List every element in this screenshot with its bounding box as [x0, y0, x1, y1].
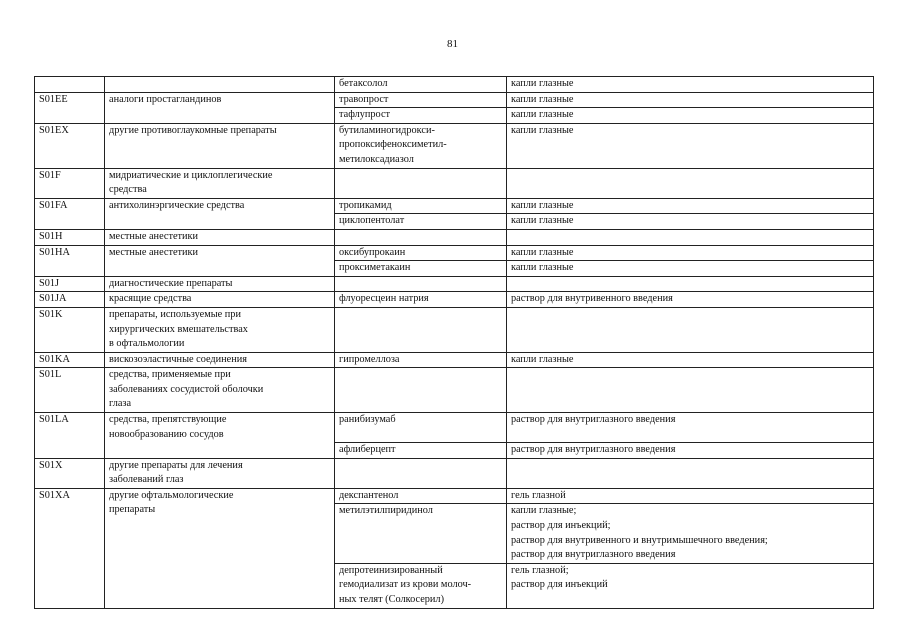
dosage-form-cell: раствор для внутривенного введения [507, 292, 874, 308]
group-name-cell [105, 368, 335, 413]
drug-name-line: депротеинизированный [339, 564, 443, 576]
drug-name-cell [335, 276, 507, 292]
table-row [35, 368, 874, 413]
table-row [35, 307, 874, 352]
group-name-cell: красящие средства [105, 292, 335, 308]
group-name-line: заболеваний глаз [109, 474, 184, 486]
atc-code-cell: S01EE [35, 92, 105, 123]
atc-code-cell: S01K [35, 307, 105, 352]
table-row [35, 276, 874, 292]
drug-name-cell: ранибизумаб [335, 413, 507, 443]
table-row [35, 198, 874, 214]
table-row [35, 245, 874, 261]
dosage-form-cell [507, 229, 874, 245]
dosage-form-line: раствор для внутривенного и внутримышечного введения; [511, 534, 768, 546]
drug-name-cell [335, 563, 507, 608]
dosage-form-cell: капли глазные [507, 198, 874, 214]
atc-code-cell: S01X [35, 458, 105, 488]
table-row [35, 229, 874, 245]
drug-name-cell: гипромеллоза [335, 352, 507, 368]
atc-code-cell: S01LA [35, 413, 105, 459]
dosage-form-line: гель глазной; [511, 564, 569, 576]
atc-code-cell: S01F [35, 168, 105, 198]
group-name-cell: местные анестетики [105, 245, 335, 276]
dosage-form-line: капли глазные; [511, 505, 577, 517]
group-name-line: другие препараты для лечения [109, 459, 243, 471]
atc-code-cell: S01EX [35, 123, 105, 168]
atc-code-cell: S01HA [35, 245, 105, 276]
dosage-form-cell [507, 458, 874, 488]
dosage-form-cell [507, 504, 874, 563]
drug-name-cell: бетаксолол [335, 77, 507, 93]
group-name-line: хирургических вмешательствах [109, 323, 248, 335]
atc-drug-table [34, 76, 874, 609]
drug-name-line: ных телят (Солкосерил) [339, 594, 444, 605]
group-name-line: средства, препятствующие [109, 414, 227, 426]
atc-code-cell: S01XA [35, 488, 105, 608]
drug-name-cell: тафлупрост [335, 108, 507, 124]
dosage-form-line: раствор для внутриглазного введения [511, 549, 676, 561]
drug-name-cell: метилэтилпиридинол [335, 504, 507, 563]
group-name-line: препараты [109, 504, 156, 516]
group-name-cell: местные анестетики [105, 229, 335, 245]
dosage-form-cell: капли глазные [507, 123, 874, 168]
drug-name-cell [335, 168, 507, 198]
group-name-cell [105, 488, 335, 608]
atc-code-cell: S01L [35, 368, 105, 413]
group-name-line: в офтальмологии [109, 338, 185, 350]
dosage-form-line: раствор для инъекций [511, 579, 608, 591]
drug-name-cell: оксибупрокаин [335, 245, 507, 261]
table-row [35, 92, 874, 108]
page-number: 81 [447, 38, 458, 50]
drug-name-line: бутиламиногидрокси- [339, 124, 435, 136]
table-row [35, 352, 874, 368]
drug-name-cell [335, 368, 507, 413]
dosage-form-cell [507, 563, 874, 608]
dosage-form-cell: гель глазной [507, 488, 874, 504]
dosage-form-cell: капли глазные [507, 352, 874, 368]
atc-code-cell: S01FA [35, 198, 105, 229]
group-name-line: препараты, используемые при [109, 308, 241, 320]
group-name-line: заболеваниях сосудистой оболочки [109, 383, 264, 395]
dosage-form-cell: капли глазные [507, 108, 874, 124]
group-name-line: мидриатические и циклоплегические [109, 169, 273, 181]
drug-name-cell: афлиберцепт [335, 443, 507, 459]
atc-code-cell [35, 77, 105, 93]
table-row [35, 458, 874, 488]
atc-code-cell: S01J [35, 276, 105, 292]
dosage-form-cell: раствор для внутриглазного введения [507, 443, 874, 459]
group-name-cell: вискозоэластичные соединения [105, 352, 335, 368]
table-row [35, 168, 874, 198]
table-row [35, 488, 874, 504]
drug-name-line: гемодиализат из крови молоч- [339, 579, 472, 591]
dosage-form-cell: раствор для внутриглазного введения [507, 413, 874, 443]
dosage-form-cell [507, 276, 874, 292]
table-row [35, 413, 874, 443]
group-name-line: другие офтальмологические [109, 489, 234, 501]
group-name-cell: диагностические препараты [105, 276, 335, 292]
dosage-form-cell [507, 368, 874, 413]
group-name-cell [105, 458, 335, 488]
drug-name-cell: циклопентолат [335, 214, 507, 230]
atc-code-cell: S01JA [35, 292, 105, 308]
dosage-form-cell [507, 307, 874, 352]
group-name-line: глаза [109, 398, 132, 410]
drug-name-cell: флуоресцеин натрия [335, 292, 507, 308]
dosage-form-cell: капли глазные [507, 77, 874, 93]
drug-name-line: метилоксадиазол [339, 153, 414, 165]
drug-name-cell [335, 123, 507, 168]
dosage-form-line: раствор для инъекций; [511, 520, 611, 532]
group-name-line: средства, применяемые при [109, 369, 231, 381]
table-row [35, 292, 874, 308]
group-name-cell [105, 168, 335, 198]
drug-name-cell [335, 458, 507, 488]
drug-name-cell: травопрост [335, 92, 507, 108]
table-row [35, 77, 874, 93]
drug-name-cell [335, 229, 507, 245]
drug-name-cell: тропикамид [335, 198, 507, 214]
dosage-form-cell [507, 168, 874, 198]
group-name-cell: другие противоглаукомные препараты [105, 123, 335, 168]
group-name-line: новообразованию сосудов [109, 428, 224, 440]
group-name-cell: антихолинэргические средства [105, 198, 335, 229]
table-row [35, 123, 874, 168]
group-name-cell [105, 307, 335, 352]
dosage-form-cell: капли глазные [507, 92, 874, 108]
dosage-form-cell: капли глазные [507, 245, 874, 261]
group-name-line: средства [109, 184, 147, 196]
drug-name-cell: декспантенол [335, 488, 507, 504]
dosage-form-cell: капли глазные [507, 214, 874, 230]
dosage-form-cell: капли глазные [507, 261, 874, 277]
drug-name-cell [335, 307, 507, 352]
drug-name-line: пропоксифеноксиметил- [339, 139, 447, 151]
group-name-cell: аналоги простагландинов [105, 92, 335, 123]
drug-name-cell: проксиметакаин [335, 261, 507, 277]
atc-code-cell: S01H [35, 229, 105, 245]
atc-code-cell: S01KA [35, 352, 105, 368]
group-name-cell [105, 413, 335, 459]
group-name-cell [105, 77, 335, 93]
